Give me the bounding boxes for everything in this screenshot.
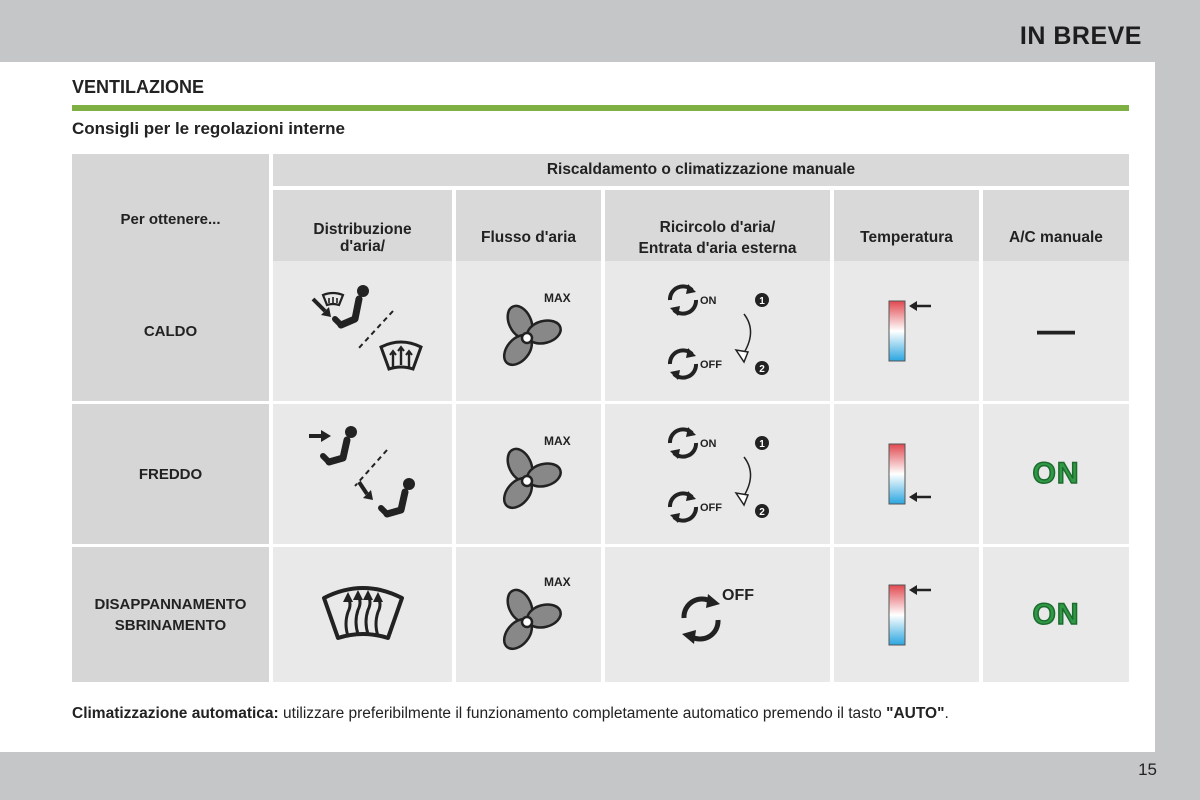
thermometer-hot-icon (877, 296, 937, 366)
automatic-climate-note (72, 705, 1129, 723)
table-cell-recirculation (605, 547, 830, 682)
table-cell-recirculation (605, 404, 830, 544)
section-title: VENTILAZIONE (72, 77, 205, 97)
column-header-label: Flusso d'aria (481, 228, 576, 246)
page-number: 15 (1138, 760, 1157, 779)
fan-max-icon (484, 429, 574, 519)
table-cell-ac (983, 261, 1129, 401)
note-text: utilizzare preferibilmente il funzionamento completamente automatico premendo il tasto (278, 705, 887, 722)
table-cell-ac (983, 404, 1129, 544)
thermometer-hot-icon (877, 580, 937, 650)
row-label-text: DISAPPANNAMENTO SBRINAMENTO (94, 595, 247, 634)
section-subtitle: Consigli per le regolazioni interne (72, 119, 345, 138)
fan-max-icon (484, 570, 574, 660)
corner-label: Per ottenere... (120, 211, 221, 228)
row-label-text: FREDDO (138, 465, 203, 483)
table-cell-temperature (834, 547, 979, 682)
group-header-label: Riscaldamento o climatizzazione manuale (546, 161, 856, 178)
windscreen-demist-icon (318, 580, 408, 650)
note-key: "AUTO" (886, 705, 945, 722)
fan-max-icon (484, 286, 574, 376)
thermometer-cold-icon (877, 439, 937, 509)
table-row-label (72, 547, 269, 682)
table-row-label (72, 404, 269, 544)
off-label: OFF (699, 359, 722, 371)
row-label-text: CALDO (143, 322, 198, 340)
column-header-label: Distribuzione d'aria/ (313, 220, 412, 255)
ac-on-badge: ON (1032, 457, 1080, 490)
ac-value-text: — (1037, 309, 1075, 352)
ac-on-badge: ON (1032, 597, 1080, 631)
note-end: . (944, 705, 949, 722)
off-label: OFF (721, 586, 754, 604)
table-cell-temperature (834, 404, 979, 544)
table-cell-distribution (273, 261, 452, 401)
header-title: IN BREVE (1019, 22, 1142, 50)
air-distribution-face-feet-icon (303, 424, 423, 524)
note-lead: Climatizzazione automatica: (72, 705, 279, 722)
table-cell-distribution (273, 404, 452, 544)
air-distribution-feet-windscreen-icon (303, 281, 423, 381)
group-header (273, 154, 1129, 186)
step-1-label: 1 (758, 439, 765, 450)
table-cell-airflow (456, 404, 601, 544)
on-label: ON (699, 295, 716, 307)
page-content (0, 62, 1155, 752)
step-2-label: 2 (758, 364, 765, 375)
table-cell-distribution (273, 547, 452, 682)
off-label: OFF (699, 502, 722, 514)
recirculation-on-off-icon (658, 419, 778, 529)
recirculation-on-off-icon (658, 276, 778, 386)
column-header-label: Temperatura (860, 228, 953, 246)
recirculation-off-icon (668, 580, 768, 650)
table-cell-temperature (834, 261, 979, 401)
max-label: MAX (543, 574, 571, 589)
column-header-label: A/C manuale (1009, 228, 1103, 246)
section-divider (72, 105, 1129, 111)
table-cell-airflow (456, 547, 601, 682)
table-cell-airflow (456, 261, 601, 401)
on-label: ON (699, 438, 716, 450)
table-row-label (72, 261, 269, 401)
table-cell-ac (983, 547, 1129, 682)
step-1-label: 1 (758, 296, 765, 307)
max-label: MAX (543, 291, 571, 305)
table-cell-recirculation (605, 261, 830, 401)
max-label: MAX (543, 434, 571, 448)
step-2-label: 2 (758, 507, 765, 518)
column-header-label: Ricircolo d'aria/ Entrata d'aria esterna (638, 218, 797, 257)
